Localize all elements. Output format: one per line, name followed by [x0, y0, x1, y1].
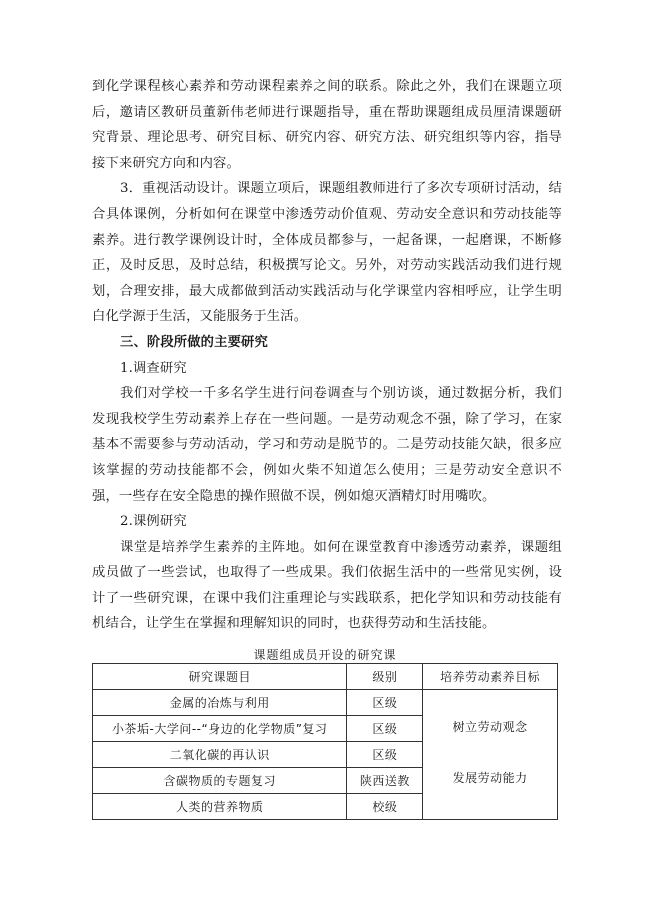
header-title: 研究课题目: [93, 664, 347, 690]
lesson-level: 区级: [347, 742, 423, 768]
paragraph-lesson: 课堂是培养学生素养的主阵地。如何在课堂教育中渗透劳动素养，课题组成员做了一些尝试，也取得了一些成果。我们依据生活中的一些常见实例，设计了一些研究课，在课中我们注重理论与实践联系，把化学知识和劳动技能有机结合，让学生在掌握和理解知识的同时，也获得劳动和生活技能。: [92, 539, 562, 632]
section-heading: 三、阶段所做的主要研究: [120, 334, 268, 350]
goal-text: 发展劳动能力: [452, 771, 528, 785]
lesson-title: 人类的营养物质: [93, 794, 347, 820]
subsection-heading-survey: 1.调查研究: [120, 360, 187, 376]
lesson-level: 区级: [347, 690, 423, 716]
subsection-heading-lesson: 2.课例研究: [120, 514, 187, 530]
paragraph-activity-design: 3．重视活动设计。课题立项后，课题组教师进行了多次专项研讨活动，结合具体课例，分析如何在课堂中渗透劳动价值观、劳动安全意识和劳动技能等素养。进行教学课例设计时，全体成员都参与，一起备课，一起磨课，不断修正，及时反思，及时总结，积极撰写论文。另外，对劳动实践活动我们进行规划，合理安排，最大成都做到活动实践活动与化学课堂内容相呼应，让学生明白化学源于生活，又能服务于生活。: [92, 181, 562, 325]
lesson-title: 含碳物质的专题复习: [93, 768, 347, 794]
paragraph-survey: 我们对学校一千多名学生进行问卷调查与个别访谈，通过数据分析，我们发现我校学生劳动素养上存在一些问题。一是劳动观念不强，除了学习，在家基本不需要参与劳动活动，学习和劳动是脱节的。二是劳动技能欠缺，很多应该掌握的劳动技能都不会，例如火柴不知道怎么使用；三是劳动安全意识不强，一些存在安全隐患的操作照做不误，例如熄灭酒精灯时用嘴吹。: [92, 386, 562, 504]
lesson-level: 陕西送教: [347, 768, 423, 794]
lesson-level: 校级: [347, 794, 423, 820]
goal-cell: [423, 690, 558, 820]
paragraph-continued: 到化学课程核心素养和劳动课程素养之间的联系。除此之外，我们在课题立项后，邀请区教研员董新伟老师进行课题指导，重在帮助课题组成员厘清课题研究背景、理论思考、研究目标、研究内容、研究方法、研究组织等内容，指导接下来研究方向和内容。: [92, 79, 562, 171]
table-row: [93, 690, 558, 716]
lesson-title: 金属的冶炼与利用: [93, 690, 347, 716]
lesson-title: 二氧化碳的再认识: [93, 742, 347, 768]
goal-text: 树立劳动观念: [452, 720, 528, 734]
header-goal: 培养劳动素养目标: [423, 664, 558, 690]
body-text: [92, 74, 562, 637]
research-lessons-table: [92, 663, 558, 820]
lesson-title: 小茶垢-大学问--“身边的化学物质”复习: [93, 716, 347, 742]
lesson-level: 区级: [347, 716, 423, 742]
header-level: 级别: [347, 664, 423, 690]
table-header-row: [93, 664, 558, 690]
table-caption: 课题组成员开设的研究课: [253, 648, 397, 662]
